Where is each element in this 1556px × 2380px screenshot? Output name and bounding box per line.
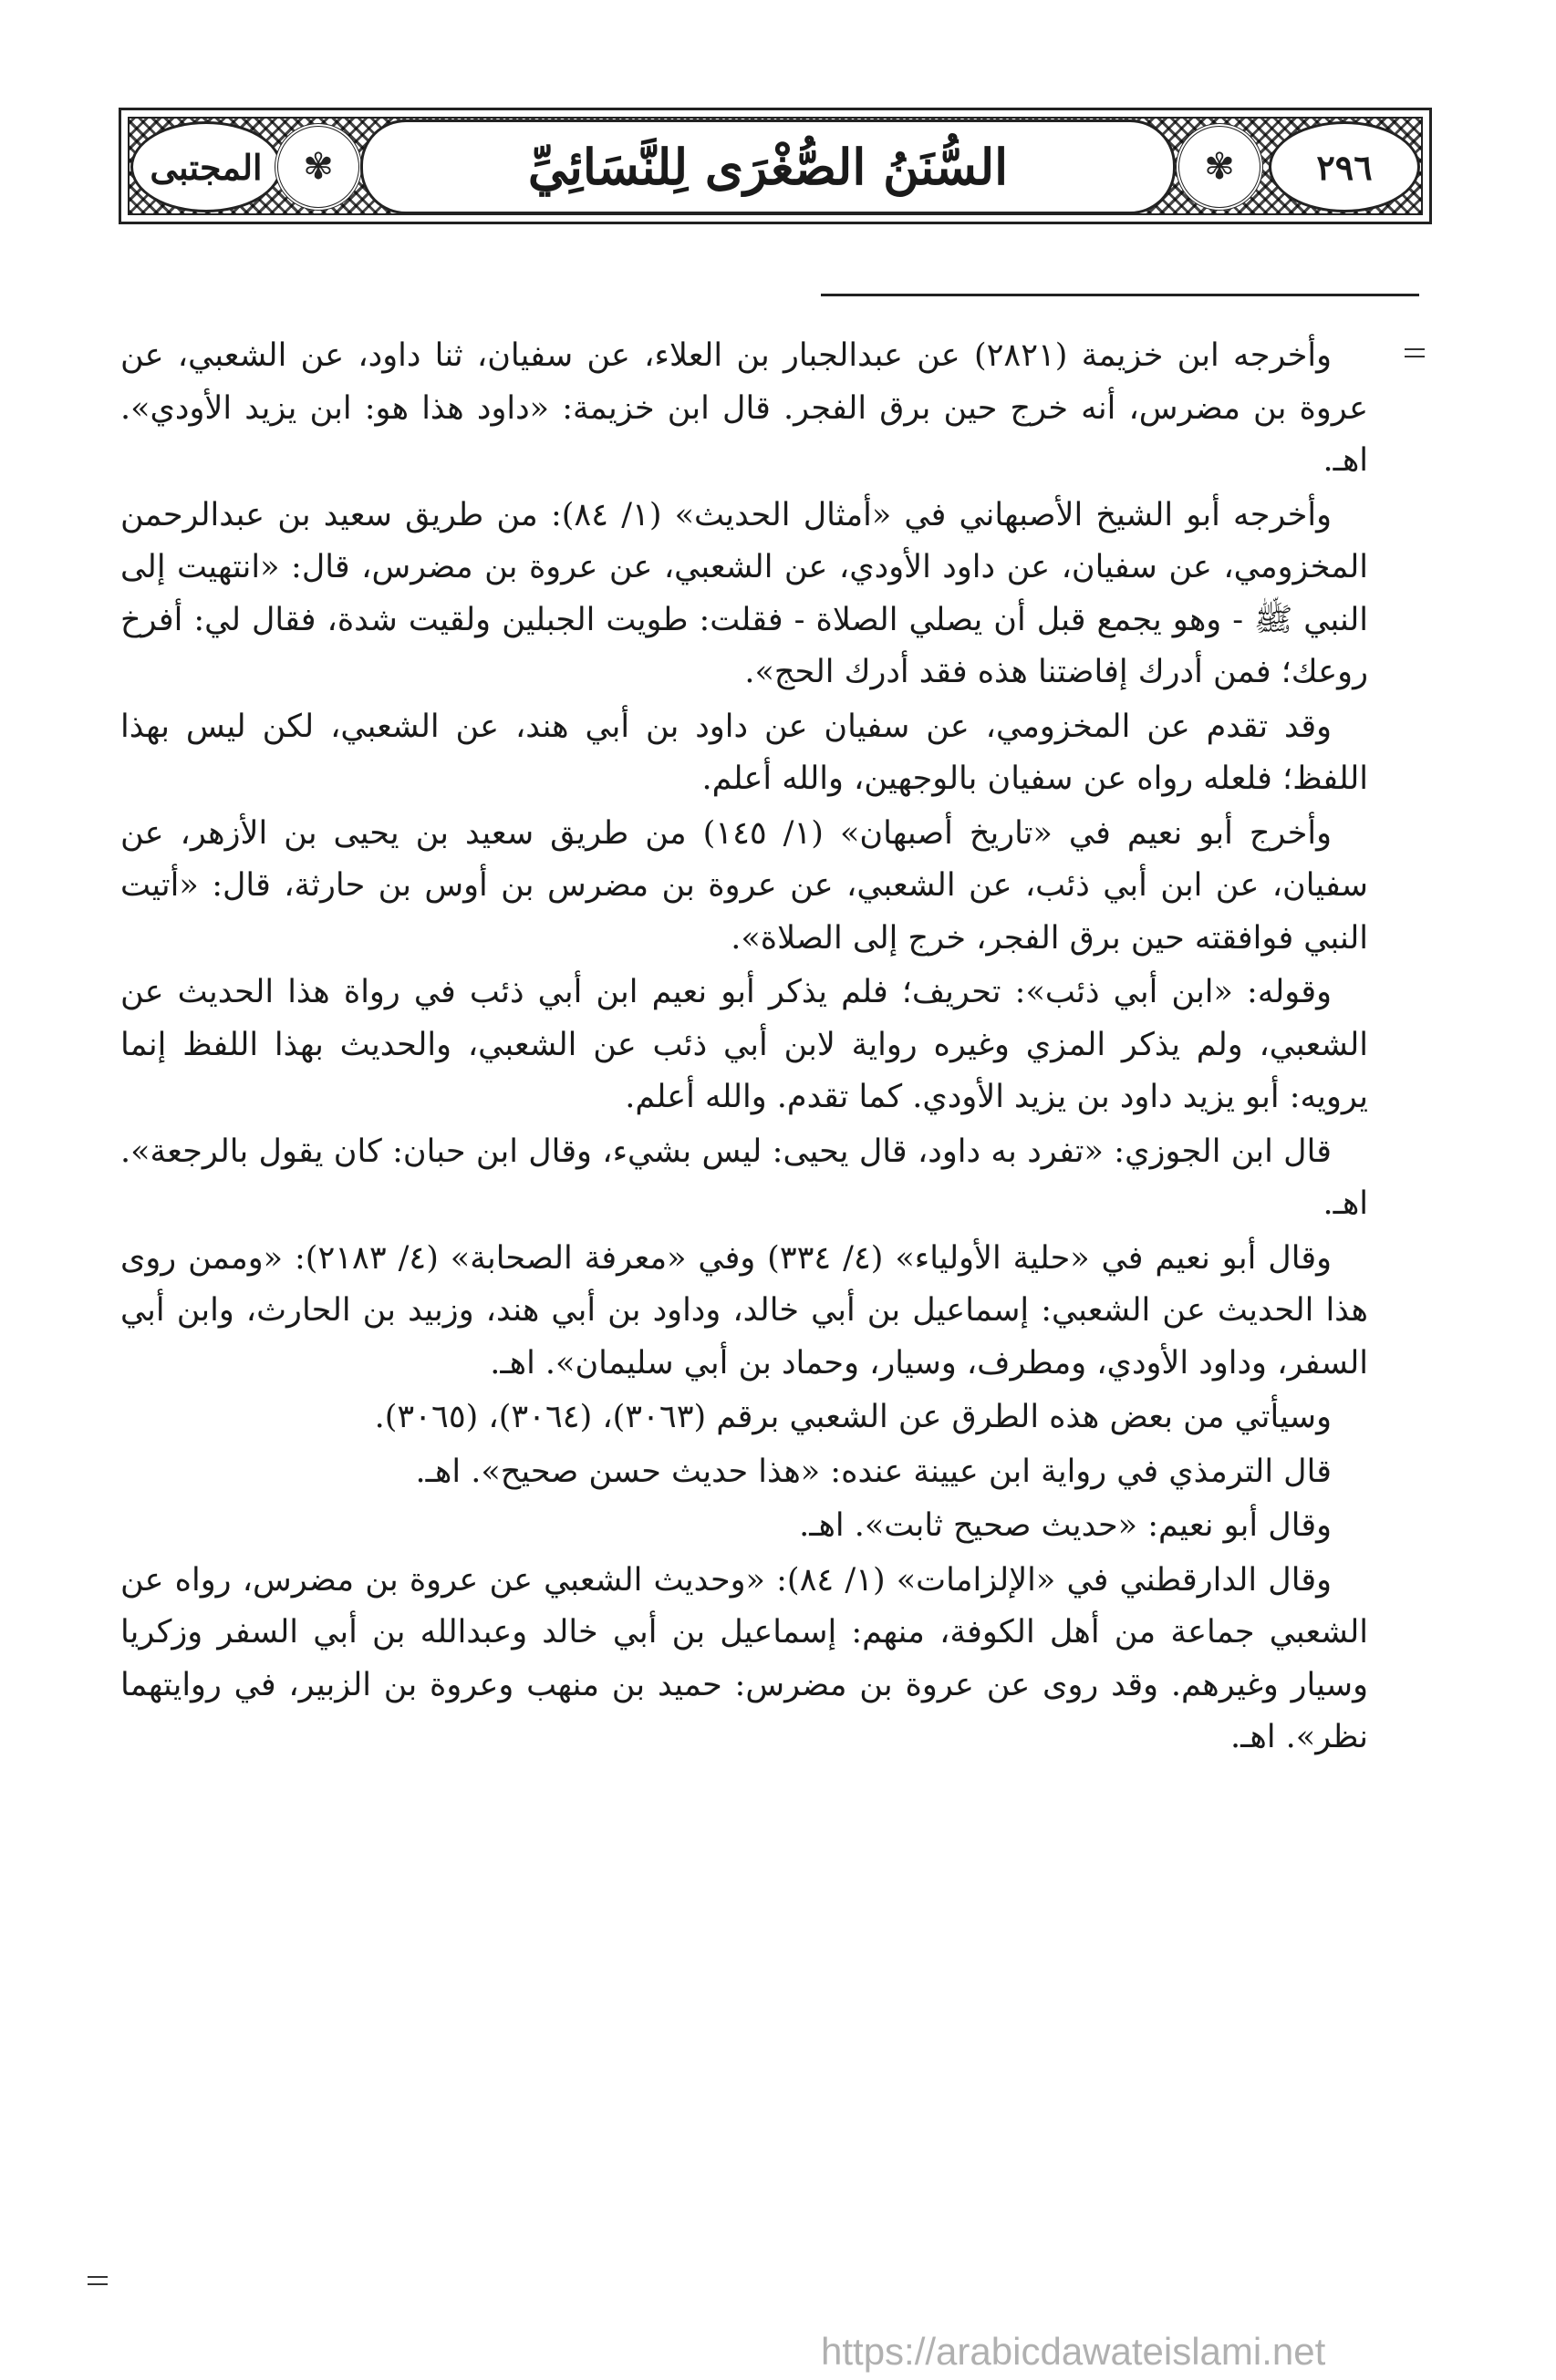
footnote-separator (821, 294, 1419, 296)
book-title: السُّنَنُ الصُّغْرَى لِلنَّسَائِيِّ (527, 138, 1009, 196)
paragraph: قال ابن الجوزي: «تفرد به داود، قال يحيى: ليس بشيء، وقال ابن حبان: كان يقول بالرجعة». اهـ. (120, 1133, 1368, 1222)
paragraph: وقال الدارقطني في «الإلزامات» (١/ ٨٤): «وحديث الشعبي عن عروة بن مضرس، رواه عن الشعبي جماعة من أهل الكوفة، منهم: إسماعيل بن أبي خالد وعبدالله بن أبي السفر وزكريا وسيار وغيرهم. وقد روى عن عروة بن مضرس: حميد بن منهب وعروة بن الزبير، في روايتهما نظر». اهـ. (120, 1561, 1368, 1755)
title-cartouche (360, 119, 1176, 214)
watermark-url: https://arabicdawateislami.net (821, 2330, 1326, 2373)
page-number-medallion (1269, 121, 1420, 212)
flower-ornament-icon: ✾ (275, 123, 362, 211)
page-number: ٢٩٦ (1316, 146, 1373, 188)
paragraph: وقد تقدم عن المخزومي، عن سفيان عن داود بن أبي هند، عن الشعبي، لكن ليس بهذا اللفظ؛ فلعله رواه عن سفيان بالوجهين، والله أعلم. (120, 708, 1368, 797)
margin-mark (88, 2276, 108, 2285)
emblem-medallion (130, 121, 282, 212)
margin-mark (1405, 348, 1425, 357)
paragraph: وأخرج أبو نعيم في «تاريخ أصبهان» (١/ ١٤٥) من طريق سعيد بن يحيى بن الأزهر، عن سفيان، عن ابن أبي ذئب، عن الشعبي، عن عروة بن مضرس بن أوس بن حارثة، قال: «أتيت النبي فوافقته حين برق الفجر، خرج إلى الصلاة». (120, 814, 1368, 957)
paragraph: قال الترمذي في رواية ابن عيينة عنده: «هذا حديث حسن صحيح». اهـ. (415, 1453, 1332, 1490)
page-header-frame (119, 108, 1432, 224)
paragraph: وقال أبو نعيم: «حديث صحيح ثابت». اهـ. (799, 1507, 1332, 1544)
flower-ornament-icon: ✾ (1176, 123, 1263, 211)
paragraph: وقال أبو نعيم في «حلية الأولياء» (٤/ ٣٣٤) وفي «معرفة الصحابة» (٤/ ٢١٨٣): «وممن روى هذا الحديث عن الشعبي: إسماعيل بن أبي خالد، وداود بن أبي هند، وزبيد بن الحارث، وابن أبي السفر، وداود الأودي، ومطرف، وسيار، وحماد بن أبي سليمان». اهـ. (120, 1239, 1368, 1381)
footnote-text (120, 330, 1368, 1764)
paragraph: وأخرجه ابن خزيمة (٢٨٢١) عن عبدالجبار بن العلاء، عن سفيان، ثنا داود، عن الشعبي، عن عروة بن مضرس، أنه خرج حين برق الفجر. قال ابن خزيمة: «داود هذا هو: ابن يزيد الأودي». اهـ. (120, 337, 1368, 479)
paragraph: وسيأتي من بعض هذه الطرق عن الشعبي برقم (٣٠٦٣)، (٣٠٦٤)، (٣٠٦٥). (374, 1399, 1332, 1435)
book-emblem: المجتبى (150, 146, 263, 188)
paragraph: وأخرجه أبو الشيخ الأصبهاني في «أمثال الحديث» (١/ ٨٤): من طريق سعيد بن عبدالرحمن المخزومي، عن سفيان، عن داود الأودي، عن الشعبي، عن عروة بن مضرس، قال: «انتهيت إلى النبي ﷺ - وهو يجمع قبل أن يصلي الصلاة - فقلت: طويت الجبلين ولقيت شدة، فقال لي: أفرخ روعك؛ فمن أدرك إفاضتنا هذه فقد أدرك الحج». (120, 496, 1368, 690)
paragraph: وقوله: «ابن أبي ذئب»: تحريف؛ فلم يذكر أبو نعيم ابن أبي ذئب في رواة هذا الحديث عن الشعبي، ولم يذكر المزي وغيره رواية لابن أبي ذئب عن الشعبي، والحديث بهذا اللفظ إنما يرويه: أبو يزيد داود بن يزيد الأودي. كما تقدم. والله أعلم. (120, 974, 1368, 1115)
